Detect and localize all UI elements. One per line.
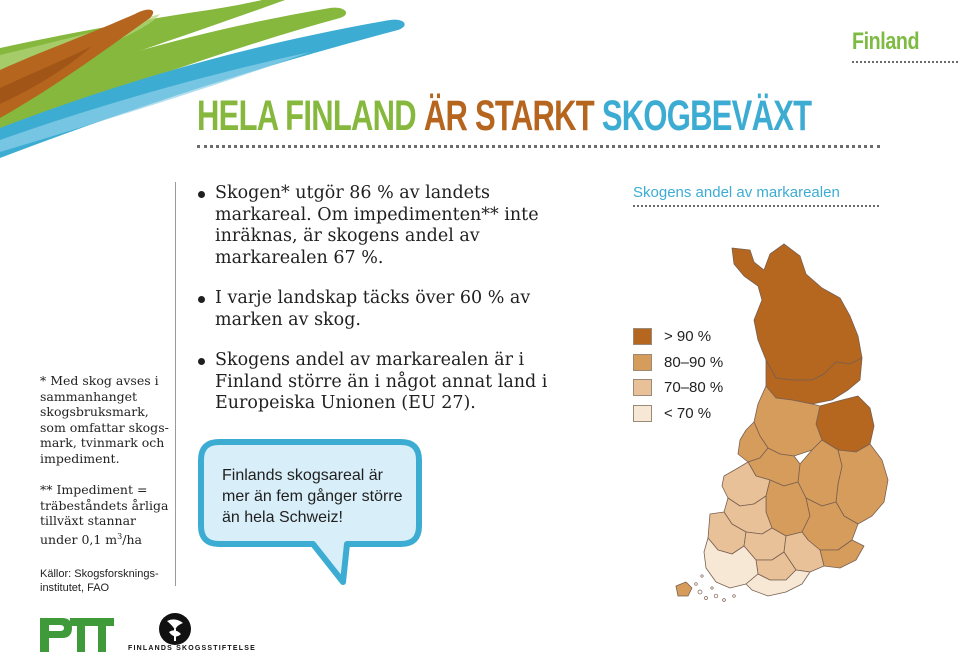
column-divider [175,182,176,586]
foundation-emblem [155,612,195,646]
map-title-divider [633,205,879,207]
fact-item: Skogen* utgör 86 % av landets markareal. Om impedimenten** inte inräknas, är skogens andel av markarealen 67 %. [197,183,582,269]
title-part-2: ÄR STARKT [423,92,594,140]
ptt-logo [40,616,115,652]
legend-swatch [633,354,652,371]
title-part-1: HELA FINLAND [197,92,416,140]
footnote-impediment-definition [40,482,172,547]
country-tag-divider [852,61,958,63]
title-divider [197,145,880,148]
legend-swatch [633,379,652,396]
legend-label: 70–80 % [664,379,724,396]
footnote-text: ** Impediment = träbeståndets årliga tillväxt stannar under 0,1 m [40,482,169,547]
fact-item: Skogens andel av markarealen är i Finland större än i något annat land i Europeiska Unionen (EU 27). [197,350,582,415]
foundation-logo-text: FINLANDS SKOGSSTIFTELSE [128,645,256,652]
page-title [197,92,811,141]
country-tag: Finland [852,28,920,55]
bubble-text: Finlands skogsareal är mer än fem gånger större än hela Schweiz! [222,467,403,526]
sources-note: Källor: Skogsforsknings-institutet, FAO [40,568,159,594]
finland-forest-map [672,240,907,610]
footnote-superscript: 3 [117,531,123,541]
title-part-3: SKOGBEVÄXT [601,92,812,140]
footnote-unit: /ha [122,531,142,547]
map-region-lapland [732,244,862,380]
map-region-north-karelia [836,444,888,524]
fact-list [197,183,582,415]
legend-label: < 70 % [664,404,712,422]
legend-swatch [633,405,652,422]
legend-swatch [633,328,652,345]
footnote-forest-definition: * Med skog avses i sammanhanget skogsbruksmark, som omfattar skogs-mark, tvinmark och impediment. [40,373,169,466]
legend-label: > 90 % [664,328,712,345]
map-title: Skogens andel av markarealen [633,184,840,201]
legend-label: 80–90 % [664,353,724,371]
fact-item: I varje landskap täcks över 60 % av marken av skog. [197,288,582,331]
map-region-aland [676,582,692,596]
